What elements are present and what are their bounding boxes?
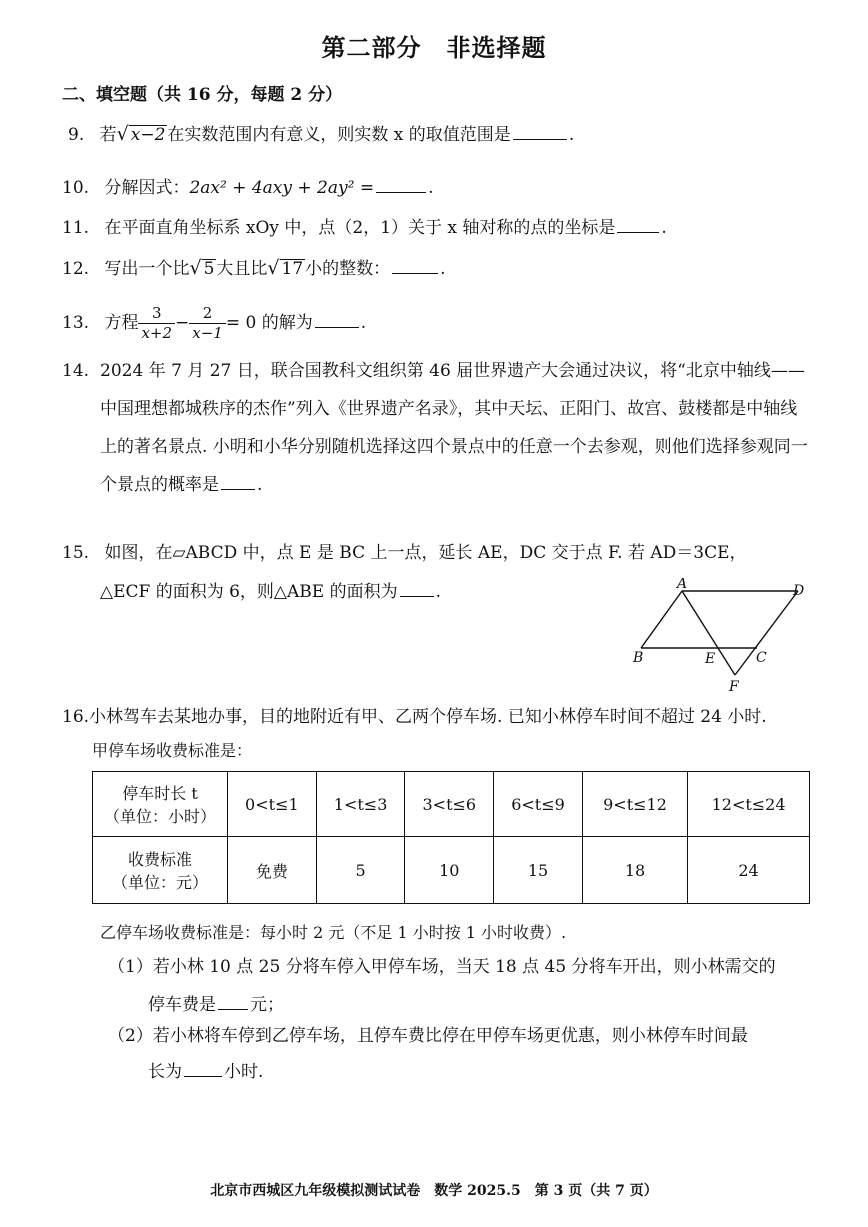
q16-intro: 小林驾车去某地办事，目的地附近有甲、乙两个停车场. 已知小林停车时间不超过 24 小时. <box>89 707 767 727</box>
q16-part-1-line-1: （1）若小林 10 点 25 分将车停入甲停车场，当天 18 点 45 分将车开出，则小林需交的 <box>108 957 776 977</box>
q15-end: . <box>435 582 441 602</box>
table-cell: 12<t≤24 <box>688 772 810 837</box>
label-e: E <box>705 651 716 667</box>
header-line: （单位：元） <box>111 873 208 892</box>
q13-pre: 方程 <box>104 313 139 333</box>
question-16 <box>62 706 767 728</box>
q11-text: 在平面直角坐标系 xOy 中，点（2，1）关于 x 轴对称的点的坐标是 <box>104 218 616 238</box>
question-number: 11. <box>62 218 90 238</box>
table-cell: 5 <box>316 837 405 904</box>
q14-end: . <box>257 475 263 495</box>
q14-text: 2024 年 7 月 27 日，联合国教科文组织第 46 届世界遗产大会通过决议，将“北京中轴线——中国理想都城秩序的杰作”列入《世界遗产名录》，其中天坛、正阳门、故宫、鼓楼都是中轴线上的著名景点. 小明和小华分别随机选择这四个景点中的任意一个去参观，则他们选择参观同一个景点的概率是 <box>100 361 808 495</box>
answer-blank <box>221 473 255 490</box>
q9-pre: 若 <box>99 125 117 145</box>
answer-blank <box>376 176 426 193</box>
q15-line-1: 如图，在▱ABCD 中，点 E 是 BC 上一点，延长 AE，DC 交于点 F. 若 AD＝3CE， <box>104 543 747 563</box>
table-cell: 9<t≤12 <box>582 772 687 837</box>
question-15-line-2 <box>100 580 441 603</box>
label-a: A <box>677 578 688 592</box>
question-10 <box>62 176 433 199</box>
q16-part-2-line-1: （2）若小林将车停到乙停车场，且停车费比停在甲停车场更优惠，则小林停车时间最 <box>108 1026 748 1046</box>
table-cell: 免费 <box>228 837 317 904</box>
q9-radicand: x−2 <box>130 125 166 145</box>
table-cell: 1<t≤3 <box>316 772 405 837</box>
q16-yi-label: 乙停车场收费标准是：每小时 2 元（不足 1 小时按 1 小时收费）. <box>100 923 567 942</box>
q16-part-1-text: 停车费是 <box>148 995 216 1015</box>
answer-blank <box>315 311 359 328</box>
q10-expression: 2ax² + 4axy + 2ay² = <box>189 178 375 198</box>
denominator: x−1 <box>192 324 223 342</box>
question-number: 12. <box>62 259 90 279</box>
table-row <box>93 837 810 904</box>
question-14 <box>100 352 812 504</box>
side-ab <box>641 591 682 648</box>
answer-blank <box>392 257 438 274</box>
header-line: 收费标准 <box>127 850 192 869</box>
q9-text: 在实数范围内有意义，则实数 x 的取值范围是 <box>167 125 511 145</box>
label-f: F <box>729 679 739 695</box>
q16-part-1-line-2 <box>148 993 284 1016</box>
table-cell: 24 <box>688 837 810 904</box>
header-cell <box>93 837 228 904</box>
question-number: 16. <box>62 707 90 727</box>
fee-table <box>92 771 810 904</box>
q16-jia-label: 甲停车场收费标准是： <box>92 741 253 760</box>
table-cell: 10 <box>405 837 494 904</box>
answer-blank <box>218 993 248 1010</box>
answer-blank <box>400 580 434 597</box>
q13-post: = 0 的解为 <box>225 313 313 333</box>
numerator: 3 <box>138 304 175 324</box>
q16-part-2-text: 长为 <box>148 1062 182 1082</box>
table-cell: 15 <box>494 837 583 904</box>
section-heading: 二、填空题（共 16 分，每题 2 分） <box>62 85 343 105</box>
q9-end: . <box>568 125 575 145</box>
sqrt-sign: √ <box>267 257 280 279</box>
q12-post: 小的整数： <box>305 259 391 279</box>
q10-pre: 分解因式： <box>104 178 190 198</box>
q12-mid: 大且比 <box>216 259 268 279</box>
answer-blank <box>617 216 659 233</box>
question-14-number: 14. <box>62 361 90 381</box>
table-cell: 18 <box>582 837 687 904</box>
header-line: 停车时长 t <box>122 784 198 803</box>
question-13 <box>62 301 366 345</box>
table-row <box>93 772 810 837</box>
q16-part-2-line-2 <box>148 1060 263 1083</box>
label-c: C <box>756 650 767 666</box>
table-cell: 0<t≤1 <box>228 772 317 837</box>
sqrt-sign: √ <box>116 123 129 145</box>
question-number: 15. <box>62 543 90 563</box>
q12-radicand-2: 17 <box>281 259 304 279</box>
q11-end: . <box>661 218 667 238</box>
q16-part-2-unit: 小时. <box>224 1062 264 1082</box>
q12-radicand-1: 5 <box>203 259 215 279</box>
label-b: B <box>633 650 644 666</box>
numerator: 2 <box>189 304 226 324</box>
answer-blank <box>184 1060 222 1077</box>
q16-part-1-unit: 元； <box>250 995 284 1015</box>
sqrt-sign: √ <box>189 257 202 279</box>
header-line: （单位：小时） <box>103 807 216 826</box>
question-number: 13. <box>62 313 90 333</box>
question-number: 9. <box>68 125 85 145</box>
question-11 <box>62 216 667 239</box>
fraction-2 <box>189 304 226 343</box>
page-title: 第二部分 非选择题 <box>321 33 547 62</box>
q13-end: . <box>360 313 367 333</box>
q15-line-2: △ECF 的面积为 6，则△ABE 的面积为 <box>100 582 398 602</box>
label-d: D <box>793 583 805 599</box>
table-cell: 6<t≤9 <box>494 772 583 837</box>
fraction-1 <box>138 304 175 343</box>
q10-end: . <box>428 178 434 198</box>
answer-blank <box>513 123 567 140</box>
minus-sign: − <box>175 313 190 333</box>
header-cell <box>93 772 228 837</box>
page-footer: 北京市西城区九年级模拟测试试卷 数学 2025.5 第 3 页（共 7 页） <box>210 1183 658 1199</box>
denominator: x+2 <box>141 324 173 342</box>
q12-end: . <box>440 259 446 279</box>
table-cell: 3<t≤6 <box>405 772 494 837</box>
geometry-figure <box>625 578 815 698</box>
q12-pre: 写出一个比 <box>104 259 190 279</box>
question-number: 10. <box>62 178 90 198</box>
question-12 <box>62 257 446 280</box>
question-15 <box>62 542 747 564</box>
question-9 <box>68 123 574 146</box>
